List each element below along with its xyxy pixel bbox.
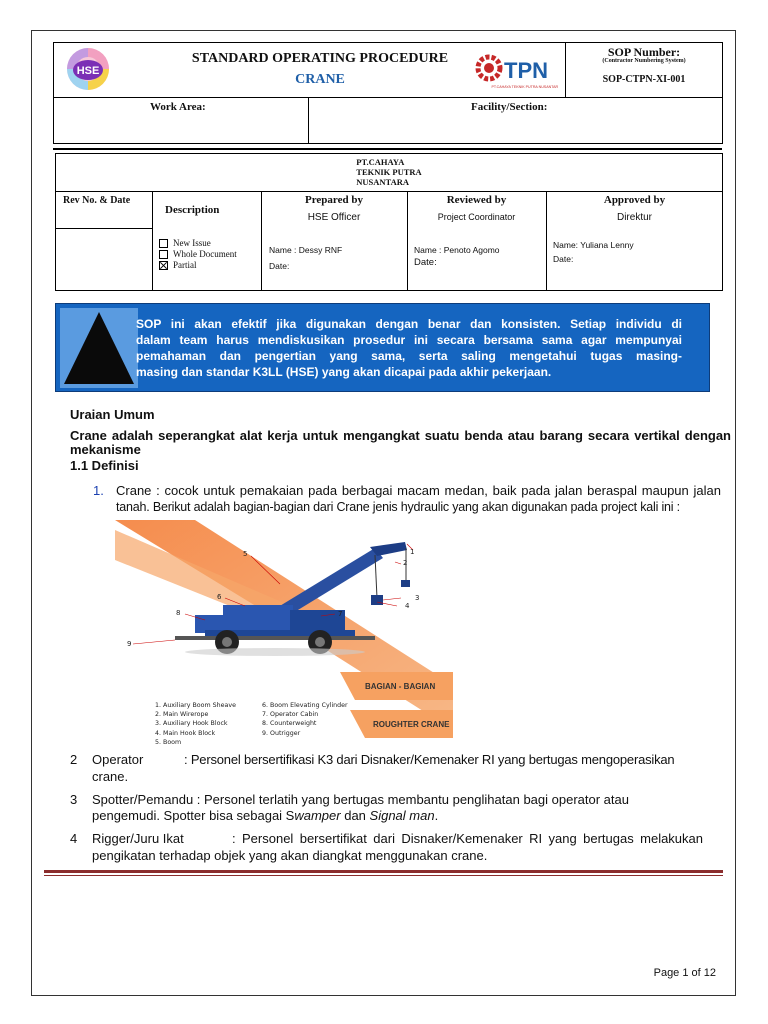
- reviewed-role: Project Coordinator: [437, 212, 516, 222]
- description-label: Description: [165, 204, 220, 216]
- company-line-2: TEKNIK PUTRA: [356, 167, 422, 177]
- work-area-label: Work Area:: [150, 101, 206, 113]
- item2-number: 2: [70, 752, 78, 767]
- company-line-1: PT.CAHAYA: [356, 157, 405, 167]
- item3-number: 3: [70, 792, 78, 807]
- intro-line-2: mekanisme: [70, 442, 141, 457]
- section-title: Uraian Umum: [70, 407, 155, 422]
- intro-paragraph: [70, 427, 731, 458]
- option-whole-document[interactable]: Whole Document: [159, 249, 237, 260]
- diagram-banner-parts: BAGIAN - BAGIAN: [365, 682, 436, 691]
- callout-4: 4: [405, 602, 410, 610]
- checkbox-partial[interactable]: [159, 261, 168, 270]
- tpn-logo-caption: PT.CAHAYA TEKNIK PUTRA NUSANTARA: [491, 85, 558, 89]
- callout-1: 1: [410, 548, 415, 556]
- item1-text: [116, 482, 721, 516]
- checkbox-new-issue[interactable]: [159, 239, 168, 248]
- callout-6: 6: [217, 593, 222, 601]
- item4-number: 4: [70, 831, 78, 846]
- definisi-title: 1.1 Definisi: [70, 458, 139, 473]
- option-new-issue[interactable]: New Issue: [159, 238, 237, 249]
- warning-triangle-icon: [60, 308, 138, 388]
- approved-date: Date:: [553, 254, 574, 264]
- callout-5: 5: [243, 550, 248, 558]
- item4-term: Rigger/Juru Ikat: [92, 831, 184, 846]
- item3-line-1: Spotter/Pemandu : Personel terlatih yang bertugas membantu penglihatan bagi operator atau: [92, 792, 629, 807]
- header-rule: [53, 148, 722, 150]
- sop-number-note: (Contractor Numbering System): [602, 58, 686, 64]
- page-number: Page 1 of 12: [653, 967, 716, 979]
- callout-7: 7: [338, 610, 343, 618]
- warning-line-4: masing dan standar K3LL (HSE) yang akan dicapai pada akhir pekerjaan.: [136, 365, 552, 379]
- sop-number-label: SOP Number:: [607, 45, 681, 59]
- callout-2: 2: [403, 559, 408, 567]
- facility-label: Facility/Section:: [471, 101, 548, 113]
- warning-text: [136, 316, 682, 380]
- crane-diagram: [115, 520, 453, 749]
- prepared-name: Name : Dessy RNF: [269, 245, 343, 255]
- approved-label: Approved by: [603, 194, 666, 206]
- item3-line-2: pengemudi. Spotter bisa sebagai Swamper dan Signal man.: [92, 808, 439, 823]
- callout-3: 3: [415, 594, 420, 602]
- warning-line-3: pemahaman dan pengertian yang sama, serta saling mengetahui tugas masing-: [136, 349, 682, 363]
- company-name: [55, 157, 723, 187]
- hse-logo-text: HSE: [76, 65, 100, 77]
- warning-line-1: SOP ini akan efektif jika digunakan dengan benar dan konsisten. Setiap individu di: [136, 317, 682, 331]
- tpn-logo-text: TPN: [504, 58, 548, 83]
- item2-term: Operator: [92, 752, 144, 767]
- company-line-3: NUSANTARA: [356, 177, 410, 187]
- callout-9: 9: [127, 640, 132, 648]
- item1-line-1: Crane : cocok untuk pemakaian pada berbagai macam medan, baik pada jalan beraspal maupun jalan: [116, 483, 721, 498]
- approved-name: Name: Yuliana Lenny: [553, 240, 634, 250]
- doc-subtitle: CRANE: [295, 72, 345, 87]
- footer-rule: [44, 870, 723, 873]
- item2-line-1: : Personel bersertifikasi K3 dari Disnaker/Kemenaker RI yang bertugas mengoperasikan: [184, 752, 675, 767]
- intro-line-1: Crane adalah seperangkat alat kerja untuk mengangkat suatu benda atau barang secara vertikal dengan: [70, 428, 731, 443]
- diagram-banner-crane-type: ROUGHTER CRANE: [373, 720, 450, 729]
- option-partial[interactable]: Partial: [159, 260, 237, 271]
- prepared-date: Date:: [269, 261, 290, 271]
- description-options: [159, 238, 237, 271]
- prepared-label: Prepared by: [305, 194, 363, 206]
- rev-label: Rev No. & Date: [63, 195, 131, 206]
- doc-title: STANDARD OPERATING PROCEDURE: [191, 51, 449, 66]
- item1-number: 1.: [93, 483, 104, 498]
- checkbox-whole-document[interactable]: [159, 250, 168, 259]
- warning-line-2: dalam team harus mendiskusikan prosedur ini secara bersama sama agar mempunyai: [136, 333, 682, 347]
- item4-line-1: : Personel bersertifikat dari Disnaker/Kemenaker RI yang bertugas melakukan: [232, 831, 703, 846]
- item4-line-2: pengikatan terhadap objek yang akan diangkat menggunakan crane.: [92, 848, 488, 863]
- diagram-legend-left: 1. Auxiliary Boom Sheave 2. Main Wirerope 3. Auxiliary Hook Block 4. Main Hook Block 5. Boom: [155, 702, 236, 746]
- sop-number-value: SOP-CTPN-XI-001: [602, 74, 686, 85]
- item2-line-2: crane.: [92, 769, 129, 784]
- footer-rule-thin: [44, 875, 723, 876]
- reviewed-label: Reviewed by: [446, 194, 507, 206]
- approved-role: Direktur: [616, 212, 652, 223]
- reviewed-date: Date:: [414, 257, 437, 268]
- item1-line-2: tanah. Berikut adalah bagian-bagian dari Crane jenis hydraulic yang akan digunakan pada project kali ini :: [116, 500, 680, 514]
- reviewed-name: Name : Penoto Agomo: [414, 245, 500, 255]
- callout-8: 8: [176, 609, 181, 617]
- diagram-legend-right: 6. Boom Elevating Cylinder 7. Operator Cabin 8. Counterweight 9. Outrigger: [262, 702, 348, 737]
- tpn-logo: [474, 50, 558, 94]
- hse-logo: [62, 46, 114, 92]
- prepared-role: HSE Officer: [307, 212, 361, 223]
